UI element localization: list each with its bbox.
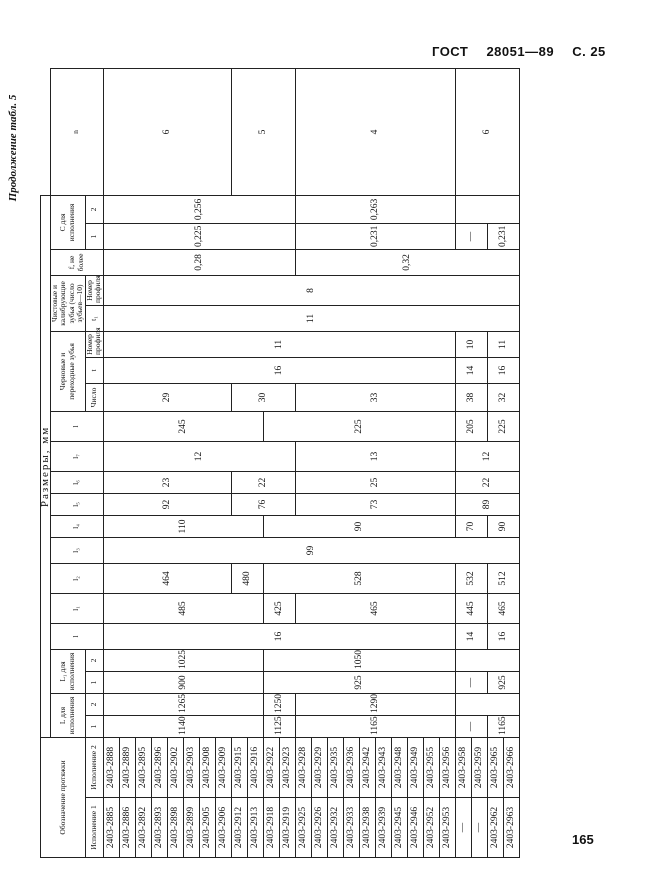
value-cell: 11 — [103, 305, 519, 331]
value-cell: 6 — [103, 69, 231, 196]
designation-ispolnenie2: 2403-2902 — [167, 737, 183, 797]
designation-ispolnenie1: 2403-2912 — [231, 798, 247, 858]
designation-ispolnenie1: — — [471, 798, 487, 858]
value-cell: 1025 — [103, 649, 263, 671]
t1-header: t₁ — [85, 305, 103, 331]
value-cell: 16 — [103, 623, 455, 649]
designation-ispolnenie1: 2403-2919 — [279, 798, 295, 858]
value-cell: 464 — [103, 563, 231, 593]
designation-ispolnenie2: 2403-2916 — [247, 737, 263, 797]
l4-header: l₄ — [50, 515, 103, 537]
designation-ispolnenie2: 2403-2903 — [183, 737, 199, 797]
value-cell: 900 — [103, 671, 263, 693]
L1-group-header: L₁ для исполнения — [50, 649, 85, 693]
l3-header: l₃ — [50, 537, 103, 563]
value-cell: 25 — [295, 471, 455, 493]
designation-ispolnenie2: 2403-2948 — [391, 737, 407, 797]
value-cell: 32 — [487, 383, 519, 411]
designation-ispolnenie2: 2403-2966 — [503, 737, 519, 797]
value-cell: — — [455, 223, 487, 249]
value-cell: 29 — [103, 383, 231, 411]
value-cell: 528 — [263, 563, 455, 593]
l-eight-header: l — [50, 411, 103, 441]
value-cell: 13 — [295, 441, 455, 471]
designation-ispolnenie1: 2403-2945 — [391, 798, 407, 858]
value-cell: 0,28 — [103, 249, 295, 275]
designation-ispolnenie2: 2403-2935 — [327, 737, 343, 797]
value-cell: 30 — [231, 383, 295, 411]
designation-ispolnenie1: 2403-2952 — [423, 798, 439, 858]
value-cell: 0,256 — [103, 195, 295, 223]
value-cell: 5 — [231, 69, 295, 196]
designation-ispolnenie2: 2403-2965 — [487, 737, 503, 797]
value-cell — [455, 649, 519, 671]
designation-ispolnenie1: 2403-2932 — [327, 798, 343, 858]
value-cell: 1250 — [263, 693, 295, 715]
value-cell: 76 — [231, 493, 295, 515]
sizes-header: Размеры, мм — [41, 195, 51, 737]
value-cell: 22 — [455, 471, 519, 493]
value-cell: 1165 — [487, 715, 519, 737]
value-cell: 225 — [487, 411, 519, 441]
value-cell: 205 — [455, 411, 487, 441]
value-cell: 445 — [455, 593, 487, 623]
designation-ispolnenie1: 2403-2926 — [311, 798, 327, 858]
designation-ispolnenie2: 2403-2909 — [215, 737, 231, 797]
value-cell: 38 — [455, 383, 487, 411]
value-cell — [455, 195, 519, 223]
designation-ispolnenie2: 2403-2928 — [295, 737, 311, 797]
value-cell: 1050 — [263, 649, 455, 671]
f-header: f, не более — [50, 249, 103, 275]
table-row — [103, 69, 119, 858]
L1-col-2: 2 — [85, 649, 103, 671]
designation-ispolnenie1: 2403-2899 — [183, 798, 199, 858]
value-cell: 11 — [487, 331, 519, 357]
value-cell: 33 — [295, 383, 455, 411]
value-cell: 10 — [455, 331, 487, 357]
gost-number: 28051—89 — [486, 44, 555, 59]
C-col-2: 2 — [85, 195, 103, 223]
l-header: l — [50, 623, 103, 649]
table-rotated-container — [39, 68, 516, 858]
value-cell: 4 — [295, 69, 455, 196]
value-cell: 225 — [263, 411, 455, 441]
value-cell: 1265 — [103, 693, 263, 715]
value-cell: 532 — [455, 563, 487, 593]
designation-ispolnenie2: 2403-2942 — [359, 737, 375, 797]
value-cell: 12 — [103, 441, 295, 471]
L1-col-1: 1 — [85, 671, 103, 693]
value-cell: 110 — [103, 515, 263, 537]
value-cell: 16 — [103, 357, 455, 383]
designation-ispolnenie2: 2403-2888 — [103, 737, 119, 797]
designation-ispolnenie2: 2403-2959 — [471, 737, 487, 797]
gost-label: ГОСТ — [432, 44, 469, 59]
value-cell: 1140 — [103, 715, 263, 737]
designation-ispolnenie1: 2403-2933 — [343, 798, 359, 858]
designation-ispolnenie1: 2403-2939 — [375, 798, 391, 858]
l6-header: l₆ — [50, 471, 103, 493]
value-cell: 0,263 — [295, 195, 455, 223]
value-cell: 925 — [487, 671, 519, 693]
value-cell: 16 — [487, 357, 519, 383]
designation-ispolnenie2: 2403-2923 — [279, 737, 295, 797]
ispolnenie2-header: Исполнение 2 — [85, 737, 103, 797]
ispolnenie1-header: Исполнение 1 — [85, 798, 103, 858]
continuation-label: Продолжение табл. 5 — [7, 94, 19, 202]
value-cell: 1290 — [295, 693, 455, 715]
L-group-header: L для исполнения — [50, 693, 85, 737]
L-col-2: 2 — [85, 693, 103, 715]
value-cell: — — [455, 671, 487, 693]
designation-ispolnenie1: 2403-2962 — [487, 798, 503, 858]
designation-ispolnenie2: 2403-2958 — [455, 737, 471, 797]
profile-header: Номер профиля — [85, 331, 103, 357]
value-cell: 245 — [103, 411, 263, 441]
finish-profile-header: Номер профиля — [85, 275, 103, 305]
designation-ispolnenie1: 2403-2953 — [439, 798, 455, 858]
C-group-header: C для исполнения — [50, 195, 85, 249]
value-cell: 480 — [231, 563, 263, 593]
designation-ispolnenie1: 2403-2885 — [103, 798, 119, 858]
value-cell: 70 — [455, 515, 487, 537]
value-cell: 90 — [263, 515, 455, 537]
value-cell: 73 — [295, 493, 455, 515]
value-cell: 485 — [103, 593, 263, 623]
table-row — [455, 69, 471, 858]
value-cell: 99 — [103, 537, 519, 563]
finish-group-header: Чистовые и калибрующие зубья (число зубьев—10) — [50, 275, 85, 331]
designation-ispolnenie2: 2403-2915 — [231, 737, 247, 797]
designation-ispolnenie2: 2403-2929 — [311, 737, 327, 797]
designation-ispolnenie1: — — [455, 798, 471, 858]
designation-ispolnenie1: 2403-2925 — [295, 798, 311, 858]
designation-ispolnenie1: 2403-2886 — [119, 798, 135, 858]
designation-ispolnenie2: 2403-2949 — [407, 737, 423, 797]
value-cell: 22 — [231, 471, 295, 493]
value-cell: 12 — [455, 441, 519, 471]
value-cell: — — [455, 715, 487, 737]
designation-ispolnenie1: 2403-2918 — [263, 798, 279, 858]
designation-ispolnenie2: 2403-2889 — [119, 737, 135, 797]
value-cell: 14 — [455, 623, 487, 649]
value-cell: 0,32 — [295, 249, 519, 275]
designation-ispolnenie2: 2403-2908 — [199, 737, 215, 797]
n-header: n — [50, 69, 103, 196]
designation-ispolnenie2: 2403-2922 — [263, 737, 279, 797]
designation-ispolnenie2: 2403-2936 — [343, 737, 359, 797]
table-row — [295, 69, 311, 858]
value-cell — [455, 693, 519, 715]
value-cell: 90 — [487, 515, 519, 537]
value-cell: 11 — [103, 331, 455, 357]
l5-header: l₅ — [50, 493, 103, 515]
value-cell: 8 — [103, 275, 519, 305]
value-cell: 0,225 — [103, 223, 295, 249]
designation-ispolnenie2: 2403-2943 — [375, 737, 391, 797]
value-cell: 925 — [263, 671, 455, 693]
designation-ispolnenie1: 2403-2906 — [215, 798, 231, 858]
page-number: 165 — [572, 832, 594, 847]
header-page: С. 25 — [572, 44, 606, 59]
designation-ispolnenie2: 2403-2956 — [439, 737, 455, 797]
value-cell: 1165 — [295, 715, 455, 737]
l7-header: l₇ — [50, 441, 103, 471]
dimensions-table — [40, 68, 520, 858]
designation-ispolnenie1: 2403-2963 — [503, 798, 519, 858]
value-cell: 0,231 — [487, 223, 519, 249]
designation-ispolnenie2: 2403-2955 — [423, 737, 439, 797]
C-col-1: 1 — [85, 223, 103, 249]
page-header — [432, 44, 620, 59]
value-cell: 465 — [487, 593, 519, 623]
t-header: t — [85, 357, 103, 383]
designation-ispolnenie1: 2403-2893 — [151, 798, 167, 858]
value-cell: 6 — [455, 69, 519, 196]
value-cell: 89 — [455, 493, 519, 515]
designation-ispolnenie1: 2403-2913 — [247, 798, 263, 858]
designation-ispolnenie2: 2403-2895 — [135, 737, 151, 797]
value-cell: 23 — [103, 471, 231, 493]
rough-group-header: Черновые и переходные зубья — [50, 331, 85, 411]
designation-ispolnenie1: 2403-2892 — [135, 798, 151, 858]
table-body — [103, 69, 519, 858]
value-cell: 465 — [295, 593, 455, 623]
l2-header: l₂ — [50, 563, 103, 593]
designation-ispolnenie2: 2403-2896 — [151, 737, 167, 797]
designation-header: Обозначение протяжки — [41, 737, 86, 857]
designation-ispolnenie1: 2403-2898 — [167, 798, 183, 858]
l1-header: l₁ — [50, 593, 103, 623]
value-cell: 512 — [487, 563, 519, 593]
value-cell: 92 — [103, 493, 231, 515]
designation-ispolnenie1: 2403-2946 — [407, 798, 423, 858]
count-header: Число — [85, 383, 103, 411]
L-col-1: 1 — [85, 715, 103, 737]
value-cell: 425 — [263, 593, 295, 623]
designation-ispolnenie1: 2403-2938 — [359, 798, 375, 858]
value-cell: 16 — [487, 623, 519, 649]
designation-ispolnenie1: 2403-2905 — [199, 798, 215, 858]
value-cell: 14 — [455, 357, 487, 383]
value-cell: 0,231 — [295, 223, 455, 249]
value-cell: 1125 — [263, 715, 295, 737]
